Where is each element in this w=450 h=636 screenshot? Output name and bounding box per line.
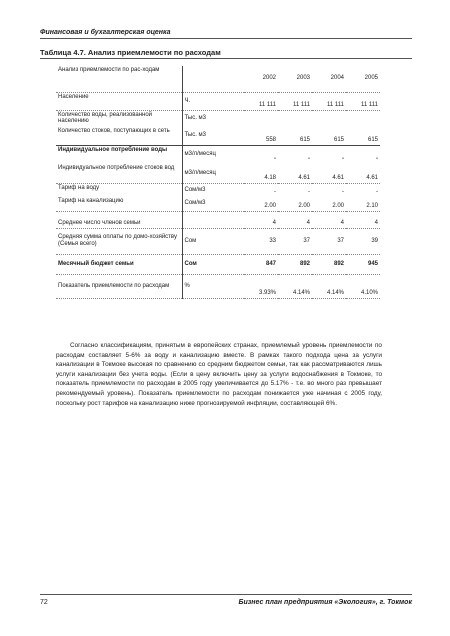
row-unit: % [182,274,244,298]
row-value: 2.10 [346,197,380,211]
row-value: - [342,189,344,196]
row-value: 4.10% [346,274,380,298]
row-label: Тариф на воду [58,184,100,191]
row-value: 558 [244,127,278,145]
row-unit [182,211,244,228]
row-value: 33 [244,228,278,254]
table-row [56,274,380,298]
row-value: 4.14% [312,274,346,298]
row-label: Количество воды, реализованной населению [58,111,153,125]
row-value: 2.00 [278,197,312,211]
year-header: 2005 [346,66,380,92]
running-footer: Бизнес план предприятия «Экология», г. Токмок [238,599,412,606]
row-label: Население [56,92,182,110]
row-value: 4 [312,211,346,228]
row-value: - [346,145,380,164]
table-caption: Таблица 4.7. Анализ приемлемости по расходам [40,48,221,57]
row-value: - [278,145,312,164]
row-value: 4.14% [278,274,312,298]
row-value: - [244,145,278,164]
table-row [56,145,380,164]
row-value [312,110,346,127]
row-unit: Тыс. м3 [182,110,244,127]
row-value: 847 [244,254,278,274]
row-value: 4.61 [346,164,380,183]
page-number: 72 [40,599,48,606]
row-unit: Сом/м3 [182,197,244,211]
header-unit-cell [182,66,244,92]
row-value: 615 [278,127,312,145]
body-paragraph: Согласно классификациям, принятым в европейских странах, приемлемый уровень приемлемости по расходам составляет 5-6% за воду и канализацию вместе. В рамках такого подхода цена за услуги канализации в Токмоке высокая по сравнению со средним бюджетом семьи, так как рассматриваются лишь услуги канализации без учета воды. (Если в цену включить цену за услуги водоснабжения в Токмоке, то показатель приемлемости по расходам в 2005 году увеличивается до 5.17% - т.е. во много раз превышает рекомендуемый уровень). Показатель приемлемости по расходам понижается уже начиная с 2005 году, поскольку рост тарифов на канализацию ниже прогнозируемой инфляции, составляющей 6%. [56,342,382,407]
row-label: Показатель приемлемости по расходам [56,274,182,298]
header-divider [40,38,412,39]
table-row [56,183,380,197]
table-row [56,228,380,254]
row-unit: Тыс. м3 [182,127,244,145]
table-row [56,92,380,110]
row-value: - [308,189,310,196]
year-header: 2002 [244,66,278,92]
row-value: 11 111 [278,92,312,110]
row-value: 2.00 [312,197,346,211]
row-value: 11 111 [346,92,380,110]
row-value: 37 [278,228,312,254]
row-label: Индивидуальное потребление воды [56,145,182,164]
row-label: Тариф на канализацию [56,197,182,211]
row-value: 4 [346,211,380,228]
header-label-cell: Анализ приемлемости по рас-ходам [56,66,182,92]
running-header: Финансовая и бухгалтерская оценка [40,29,171,36]
row-value: 11 111 [244,92,278,110]
row-value: 945 [346,254,380,274]
table-row [56,211,380,228]
table-row [56,127,380,145]
row-value: 3.93% [244,274,278,298]
row-value: - [376,189,378,196]
row-label: Средняя сумма оплаты по домо-хозяйству (Семья всего) [56,228,182,254]
year-header: 2004 [312,66,346,92]
row-value: - [274,189,276,196]
table-row [56,164,380,183]
row-value: 892 [278,254,312,274]
footer-divider [40,594,412,595]
row-label: Месячный бюджет семьи [56,254,182,274]
table-row [56,197,380,211]
row-value: 4.18 [244,164,278,183]
row-unit: м3/л/месяц [182,164,244,183]
row-value: 2.00 [244,197,278,211]
row-value: 4.61 [278,164,312,183]
row-value: 615 [346,127,380,145]
row-value: 892 [312,254,346,274]
caption-divider [40,58,412,59]
row-unit: Сом [182,228,244,254]
row-unit: Сом/м3 [182,183,244,197]
row-unit: Сом [182,254,244,274]
row-value: 615 [312,127,346,145]
row-label: Количество стоков, поступающих в сеть [56,127,182,145]
row-unit: м3/л/месяц [182,145,244,164]
row-value: 39 [346,228,380,254]
table-row [56,110,380,127]
row-label: Среднее число членов семьи [56,211,182,228]
row-unit: Ч. [182,92,244,110]
row-value [244,110,278,127]
year-header: 2003 [278,66,312,92]
table-row [56,254,380,274]
row-value: 4 [278,211,312,228]
table-header-row [56,66,380,92]
row-value: 11 111 [312,92,346,110]
row-label: Индивидуальное потребление стоков вод [56,164,182,183]
row-value [278,110,312,127]
row-value: 37 [312,228,346,254]
affordability-table [56,66,380,299]
row-value: - [312,145,346,164]
row-value [346,110,380,127]
row-value: 4.61 [312,164,346,183]
row-value: 4 [244,211,278,228]
